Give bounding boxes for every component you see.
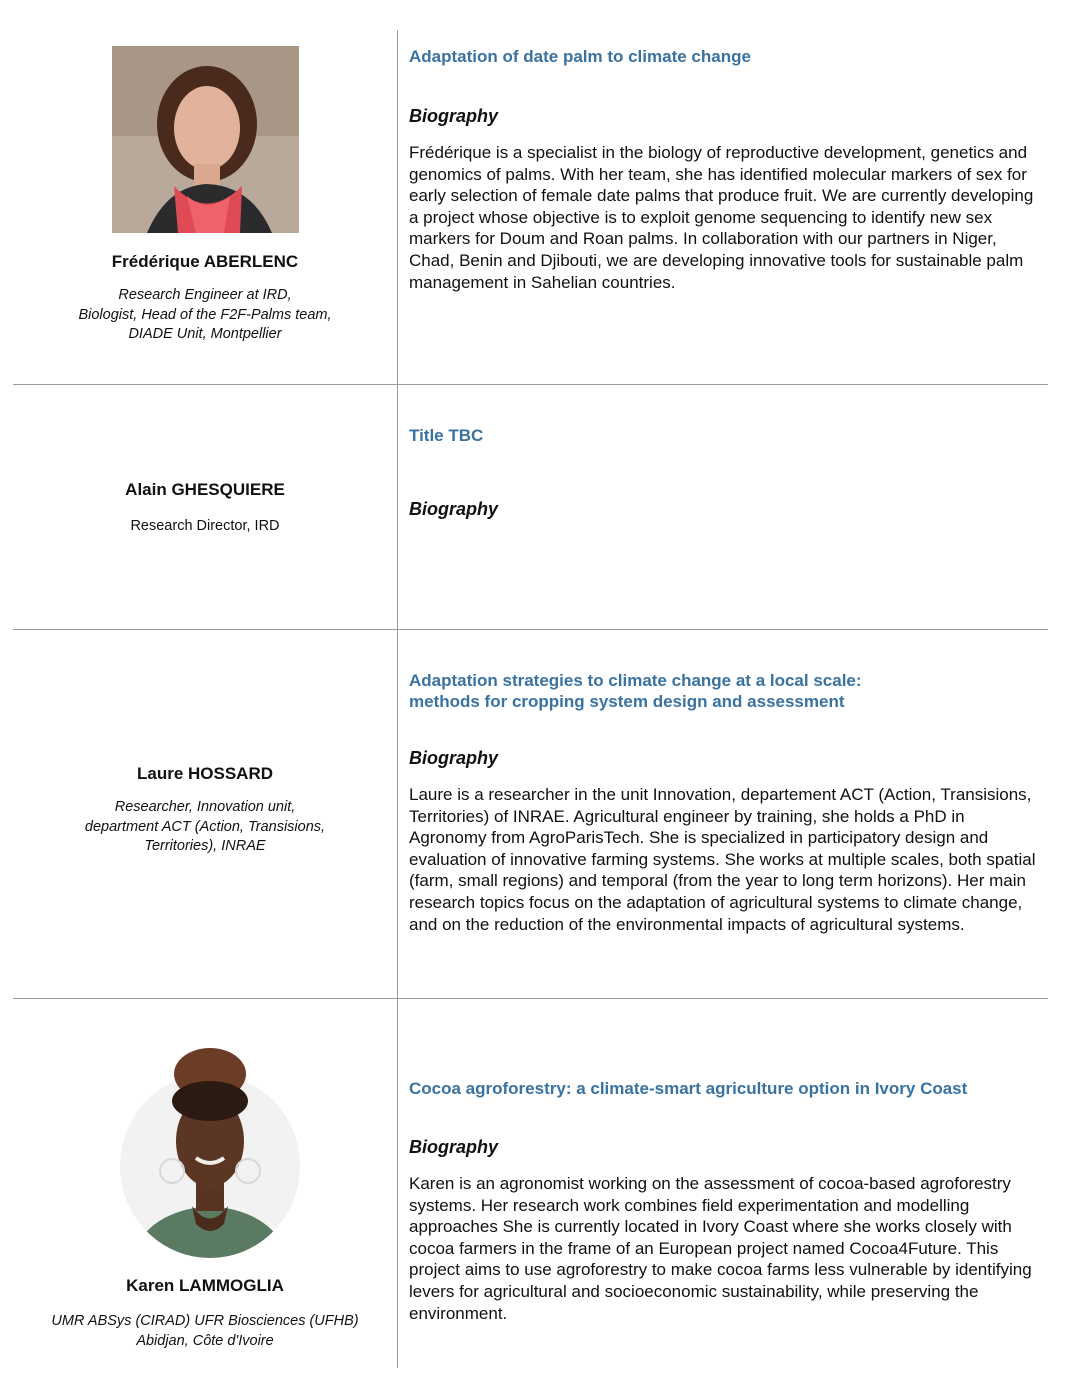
speaker-name: Frédérique ABERLENC <box>111 252 299 271</box>
biography-label: Biography <box>409 499 499 519</box>
talk-title: Adaptation strategies to climate change at a local scale: methods for cropping system design and assessment <box>409 671 862 711</box>
biography-text: Karen is an agronomist working on the assessment of cocoa-based agroforestry systems. Her research work combines field experimentation and modelling approaches She is currently located in Ivory Coast where she works closely with cocoa farmers in the frame of an European project named Cocoa4Future. This project aims to use agroforestry to make cocoa farms less vulnerable by identifying levers for agricultural and socioeconomic sustainability, while preserving the environment. <box>409 1174 1032 1323</box>
talk-title: Cocoa agroforestry: a climate-smart agriculture option in Ivory Coast <box>409 1079 968 1098</box>
biography-label: Biography <box>409 1137 499 1157</box>
biography-label: Biography <box>409 748 499 768</box>
row-divider <box>13 384 1048 385</box>
speaker-photo-lammoglia <box>120 1046 300 1261</box>
speaker-name: Karen LAMMOGLIA <box>126 1276 284 1295</box>
speaker-name: Laure HOSSARD <box>136 764 274 783</box>
row-divider <box>13 629 1048 630</box>
column-divider <box>397 30 398 1368</box>
biography-text: Laure is a researcher in the unit Innovation, departement ACT (Action, Transisions, Territories) of INRAE. Agricultural engineer by training, she holds a PhD in Agronomy from AgroParisTech. She is specialized in participatory design and evaluation of innovative farming systems. She works at multiple scales, both spatial (farm, small regions) and temporal (from the year to long term horizons). Her main research topics focus on the adaptation of agricultural systems to climate change, and on the reduction of the environmental impacts of agricultural systems. <box>409 785 1036 934</box>
speaker-name: Alain GHESQUIERE <box>125 480 285 499</box>
talk-title: Title TBC <box>409 426 484 445</box>
speaker-photo-aberlenc <box>112 46 299 233</box>
biography-label: Biography <box>409 106 499 126</box>
speaker-role: Research Engineer at IRD, Biologist, Head of the F2F-Palms team, DIADE Unit, Montpellier <box>78 287 332 342</box>
row-divider <box>13 998 1048 999</box>
talk-title: Adaptation of date palm to climate change <box>409 47 751 66</box>
biography-text: Frédérique is a specialist in the biology of reproductive development, genetics and genomics of palms. With her team, she has identified molecular markers of sex for early selection of female date palms that produce fruit. We are currently developing a project whose objective is to exploit genome sequencing to identify new sex markers for Doum and Roan palms. In collaboration with our partners in Niger, Chad, Benin and Djibouti, we are developing innovative tools for sustainable palm management in Sahelian countries. <box>409 143 1034 292</box>
speaker-role: Research Director, IRD <box>130 518 280 534</box>
speaker-role: UMR ABSys (CIRAD) UFR Biosciences (UFHB) Abidjan, Côte d'Ivoire <box>51 1313 359 1349</box>
speaker-role: Researcher, Innovation unit, department ACT (Action, Transisions, Territories), INRAE <box>84 799 326 854</box>
